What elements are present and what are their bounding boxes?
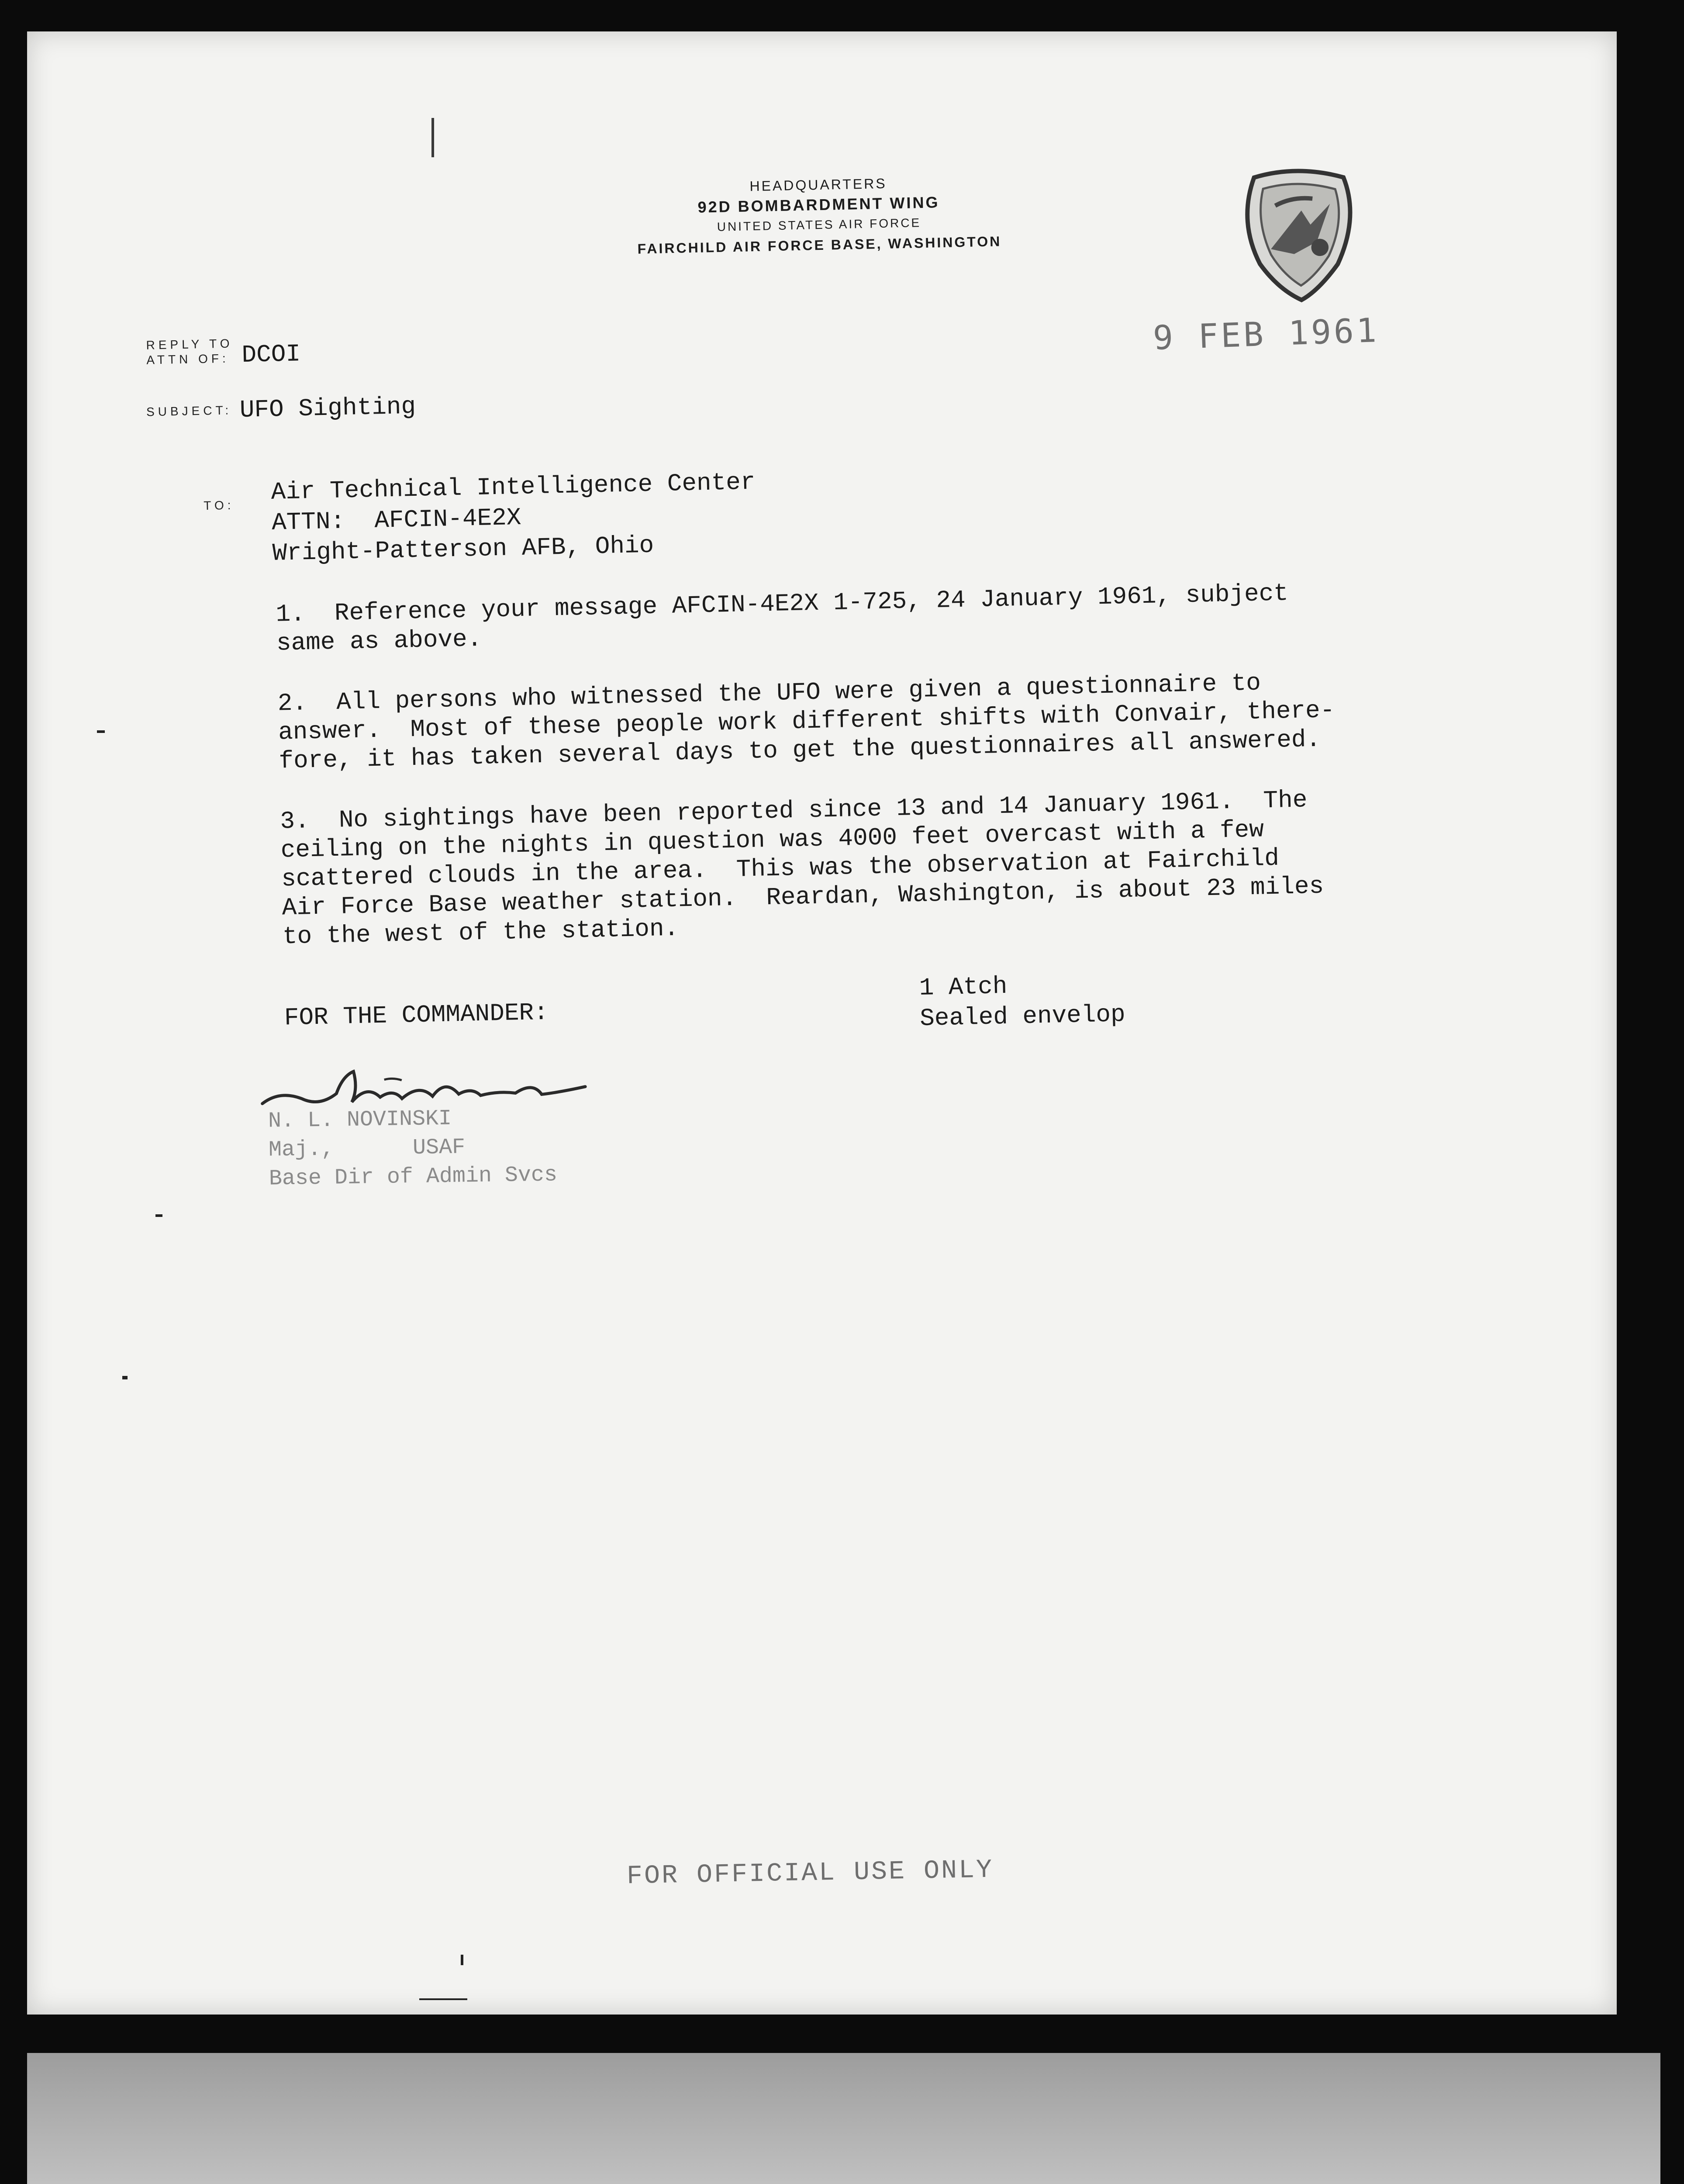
lower-film-strip [27, 2053, 1660, 2184]
speck [419, 1998, 467, 2000]
letter-body [205, 453, 1441, 1092]
speck [155, 1214, 162, 1217]
attachment-note [919, 968, 1125, 1034]
signature-block [268, 1103, 558, 1193]
reply-to-label [146, 336, 233, 368]
reply-to-office-code: DCOI [241, 340, 301, 370]
wing-emblem-icon [1225, 159, 1373, 308]
subject-field [146, 393, 416, 426]
recipient-line: Wright-Patterson AFB, Ohio [272, 531, 654, 567]
received-date-stamp: 9 FEB 1961 [1152, 310, 1380, 358]
closing-line: FOR THE COMMANDER: [284, 998, 549, 1032]
classification-stamp: FOR OFFICIAL USE ONLY [626, 1855, 994, 1892]
reply-to-label-line2: ATTN OF: [146, 351, 230, 367]
speck [122, 1376, 128, 1379]
speck [97, 730, 105, 733]
letterhead [567, 169, 1071, 260]
attachment-count: 1 Atch [919, 972, 1008, 1002]
signer-title: Base Dir of Admin Svcs [269, 1162, 558, 1192]
paragraph-3: 3. No sightings have been reported since 13 and 14 January 1961. The ceiling on the nights in question was 4000 feet overcast with a few scattered clouds in the area. This was the observation at Fairchild Air Force Base weather station. Reardan, Washington, is about 23 miles to the west of the station. [280, 786, 1324, 951]
reply-to-field [146, 335, 300, 371]
to-label: TO: [203, 498, 235, 513]
reply-to-label-line1: REPLY TO [146, 336, 233, 352]
subject-label: SUBJECT: [146, 403, 232, 419]
speck [461, 1955, 463, 1965]
paragraph-2: 2. All persons who witnessed the UFO were given a questionnaire to answer. Most of these people work different shifts with Convair, there- fore, it has taken several days to get the questionnaires all answered. [277, 669, 1335, 775]
subject-value: UFO Sighting [239, 392, 416, 424]
letterhead-unit: 92D BOMBARDMENT WING [697, 193, 940, 216]
attachment-description: Sealed envelop [919, 1000, 1126, 1033]
recipient-line: Air Technical Intelligence Center [271, 468, 756, 506]
letterhead-service: UNITED STATES AIR FORCE [717, 216, 921, 234]
recipient-line: ATTN: AFCIN-4E2X [271, 503, 522, 537]
signer-rank: Maj., USAF [268, 1135, 466, 1163]
signer-name: N. L. NOVINSKI [268, 1106, 452, 1134]
paragraph-1: 1. Reference your message AFCIN-4E2X 1-725, 24 January 1961, subject same as above. [275, 579, 1289, 657]
margin-line [431, 118, 434, 157]
letterhead-headquarters: HEADQUARTERS [749, 175, 887, 194]
letterhead-base: FAIRCHILD AIR FORCE BASE, WASHINGTON [637, 233, 1002, 257]
